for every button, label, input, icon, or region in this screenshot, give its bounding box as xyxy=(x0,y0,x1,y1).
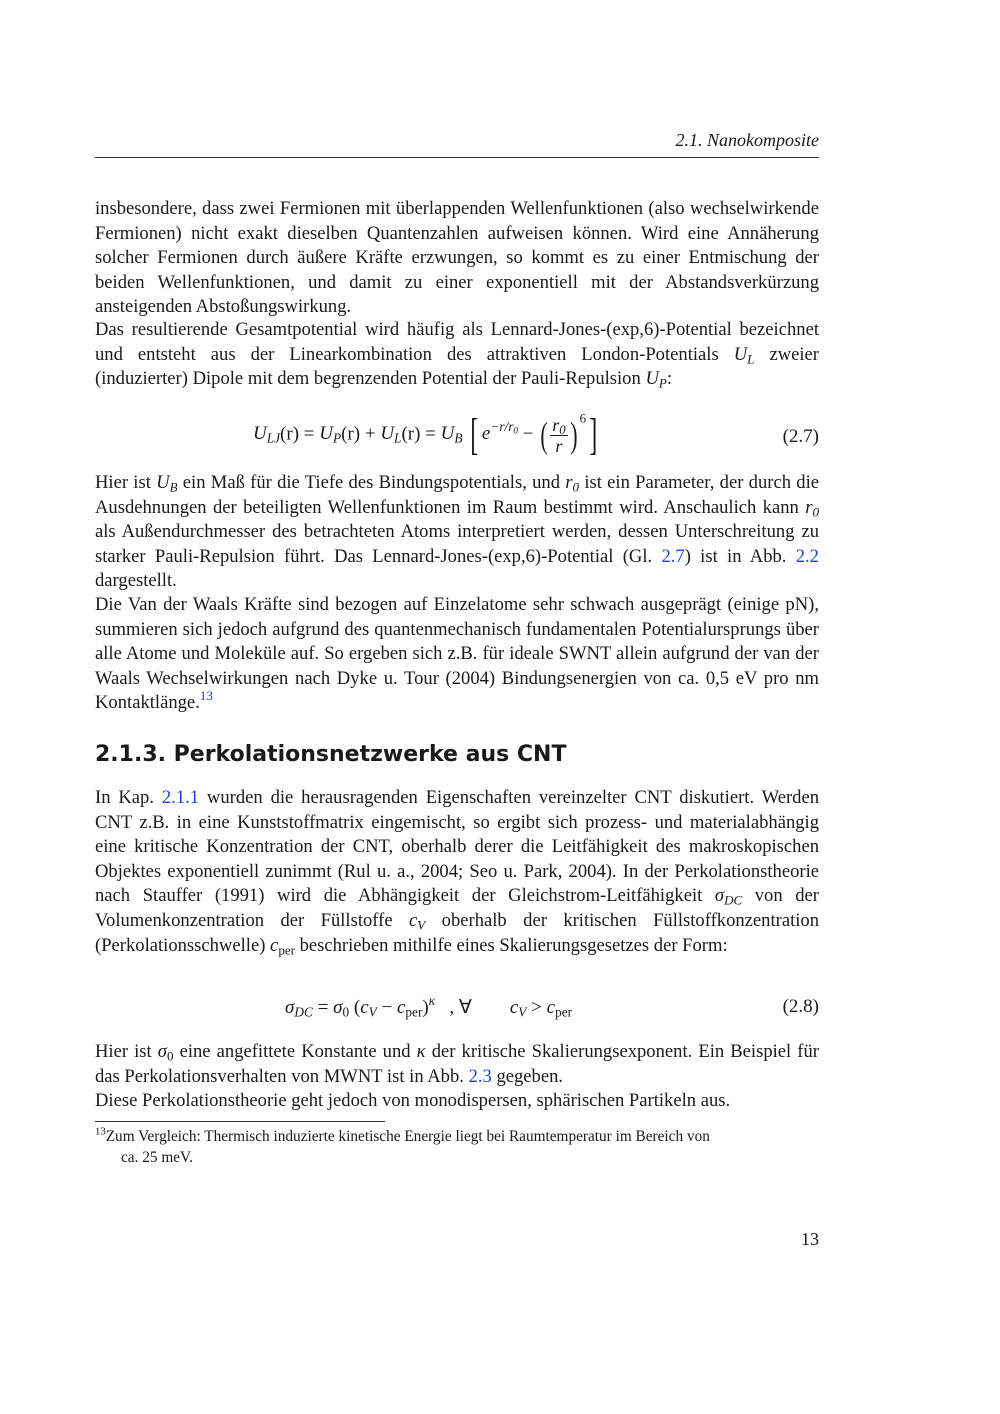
running-header: 2.1. Nanokomposite xyxy=(675,130,819,150)
paragraph-text: Hier ist $U_B$ ein Maß für die Tiefe des Bindungspotentials, und $r_0$ ist ein Parameter, der durch die Ausdehnungen der beteiligten Wellenfunktionen im Raum bestimmt wird. Anschaulich kann $r_0$ als Außendurchmesser des betrachteten Atoms interpretiert werden, dessen Unterschreitung zu starker Pauli-Repulsion führt. Das Lennard-Jones-(exp,6)-Potential (Gl. 2.7) ist in Abb. 2.2 dargestellt. xyxy=(95,472,819,592)
footnote-mark: 13 xyxy=(95,1125,106,1138)
paragraph-pauli xyxy=(95,197,819,320)
power-six: 6 xyxy=(579,410,587,426)
paragraph-text: insbesondere, dass zwei Fermionen mit überlappenden Wellenfunktionen (also wechselwirkende Fermionen) nicht exakt dieselben Quantenzahlen aufweisen können. Wird eine Annäherung solcher Fermionen durch äußere Kräfte erzwungen, so kommt es zu einer Entmischung der beiden Wellenfunktionen, und damit zu einer exponentiell mit der Abstandsverkürzung ansteigenden Abstoßungswirkung. xyxy=(95,198,819,318)
footnote-rule xyxy=(95,1121,385,1122)
paragraph-text: Das resultierende Gesamtpotential wird häufig als Lennard-Jones-(exp,6)-Potential bezeichnet und entsteht aus der Linearkombination des attraktiven London-Potentials $U_L$ zweier (induzierter) Dipole mit dem begrenzenden Potential der Pauli-Repulsion $U_P$: xyxy=(95,319,819,391)
equation-number: (2.8) xyxy=(782,996,819,1017)
paragraph-parameters xyxy=(95,471,819,594)
left-bracket: [ xyxy=(470,410,479,459)
equation-number: (2.7) xyxy=(782,426,819,447)
equation-body: $\sigma_{DC} = \sigma_0$ $(c_V - c_{per})^\kappa$ , ∀ $c_V > c_{per}$ xyxy=(285,993,573,1020)
figure-reference-link[interactable]: 2.2 xyxy=(795,545,819,567)
footnote-line: ca. 25 meV. xyxy=(121,1149,193,1166)
section-heading: 2.1.3. Perkolationsnetzwerke aus CNT xyxy=(95,742,567,767)
footnote xyxy=(95,1126,819,1168)
math-UL: $U_L$ xyxy=(733,343,755,366)
equation-2-7 xyxy=(95,410,819,470)
math-UP: $U_P$ xyxy=(645,368,667,391)
fraction-r0-over-r: $\frac{r_0}{r}$ xyxy=(552,414,566,456)
paragraph-van-der-waals xyxy=(95,593,819,716)
paragraph-text: Die Van der Waals Kräfte sind bezogen auf Einzelatome sehr schwach ausgeprägt (einige pN), summieren sich jedoch aufgrund des quantenmechanisch fundamentalen Potentialursprungs über alle Atome und Moleküle auf. So ergeben sich z.B. für ideale SWNT allein aufgrund der van der Waals Wechselwirkungen nach Dyke u. Tour (2004) Bindungsenergien von ca. 0,5 eV pro nm Kontaktlänge.$^{13}$ xyxy=(95,594,819,714)
paragraph-fit-constant xyxy=(95,1040,819,1114)
page xyxy=(95,0,819,1414)
equation-reference-link[interactable]: 2.7 xyxy=(661,545,685,567)
paragraph-text: Diese Perkolationstheorie geht jedoch von monodispersen, sphärischen Partikeln aus. xyxy=(95,1090,731,1112)
paragraph-text: In Kap. 2.1.1 wurden die herausragenden Eigenschaften vereinzelter CNT diskutiert. Werden CNT z.B. in eine Kunststoffmatrix eingemischt, so ergibt sich prozess- und materialabhängig eine kritische Konzentration der CNT, oberhalb derer die Leitfähigkeit des makroskopischen Objektes exponentiell zunimmt (Rul u. a., 2004; Seo u. Park, 2004). In der Perkolationstheorie nach Stauffer (1991) wird die Abhängigkeit der Gleichstrom-Leitfähigkeit $\sigma_{DC}$ von der Volumenkonzentration der Füllstoffe $c_V$ oberhalb der kritischen Füllstoffkonzentration (Perkolationsschwelle) $c_{per}$ beschrieben mithilfe eines Skalierungsgesetzes der Form: xyxy=(95,787,820,957)
paragraph-lennard-jones xyxy=(95,318,819,392)
right-paren: ) xyxy=(569,415,578,455)
page-number: 13 xyxy=(801,1229,819,1249)
paragraph-text: Hier ist $\sigma_0$ eine angefittete Konstante und κ der kritische Skalierungsexponent. Ein Beispiel für das Perkolationsverhalten von MWNT ist in Abb. 2.3 gegeben. xyxy=(95,1041,819,1087)
right-bracket: ] xyxy=(589,410,598,459)
paragraph-percolation xyxy=(95,786,819,958)
figure-reference-link[interactable]: 2.3 xyxy=(468,1065,492,1087)
footnote-line: $^{13}$Zum Vergleich: Thermisch induzierte kinetische Energie liegt bei Raumtemperatur im Bereich von xyxy=(95,1125,710,1145)
exponential-term: $e^{-r/r_0}$ xyxy=(481,419,519,445)
left-paren: ( xyxy=(540,415,548,455)
chapter-reference-link[interactable]: 2.1.1 xyxy=(161,787,200,808)
equation-body: $U_{LJ}(r) = U_P(r) + U_L(r) = U_B$ [ $e^{-r/r_0}$ − ( $\frac{r_0}{r}$ ) $^6$] xyxy=(253,410,598,459)
header-rule xyxy=(95,157,819,158)
footnote-reference-link[interactable]: 13 xyxy=(199,688,213,704)
equation-2-8 xyxy=(95,990,819,1030)
